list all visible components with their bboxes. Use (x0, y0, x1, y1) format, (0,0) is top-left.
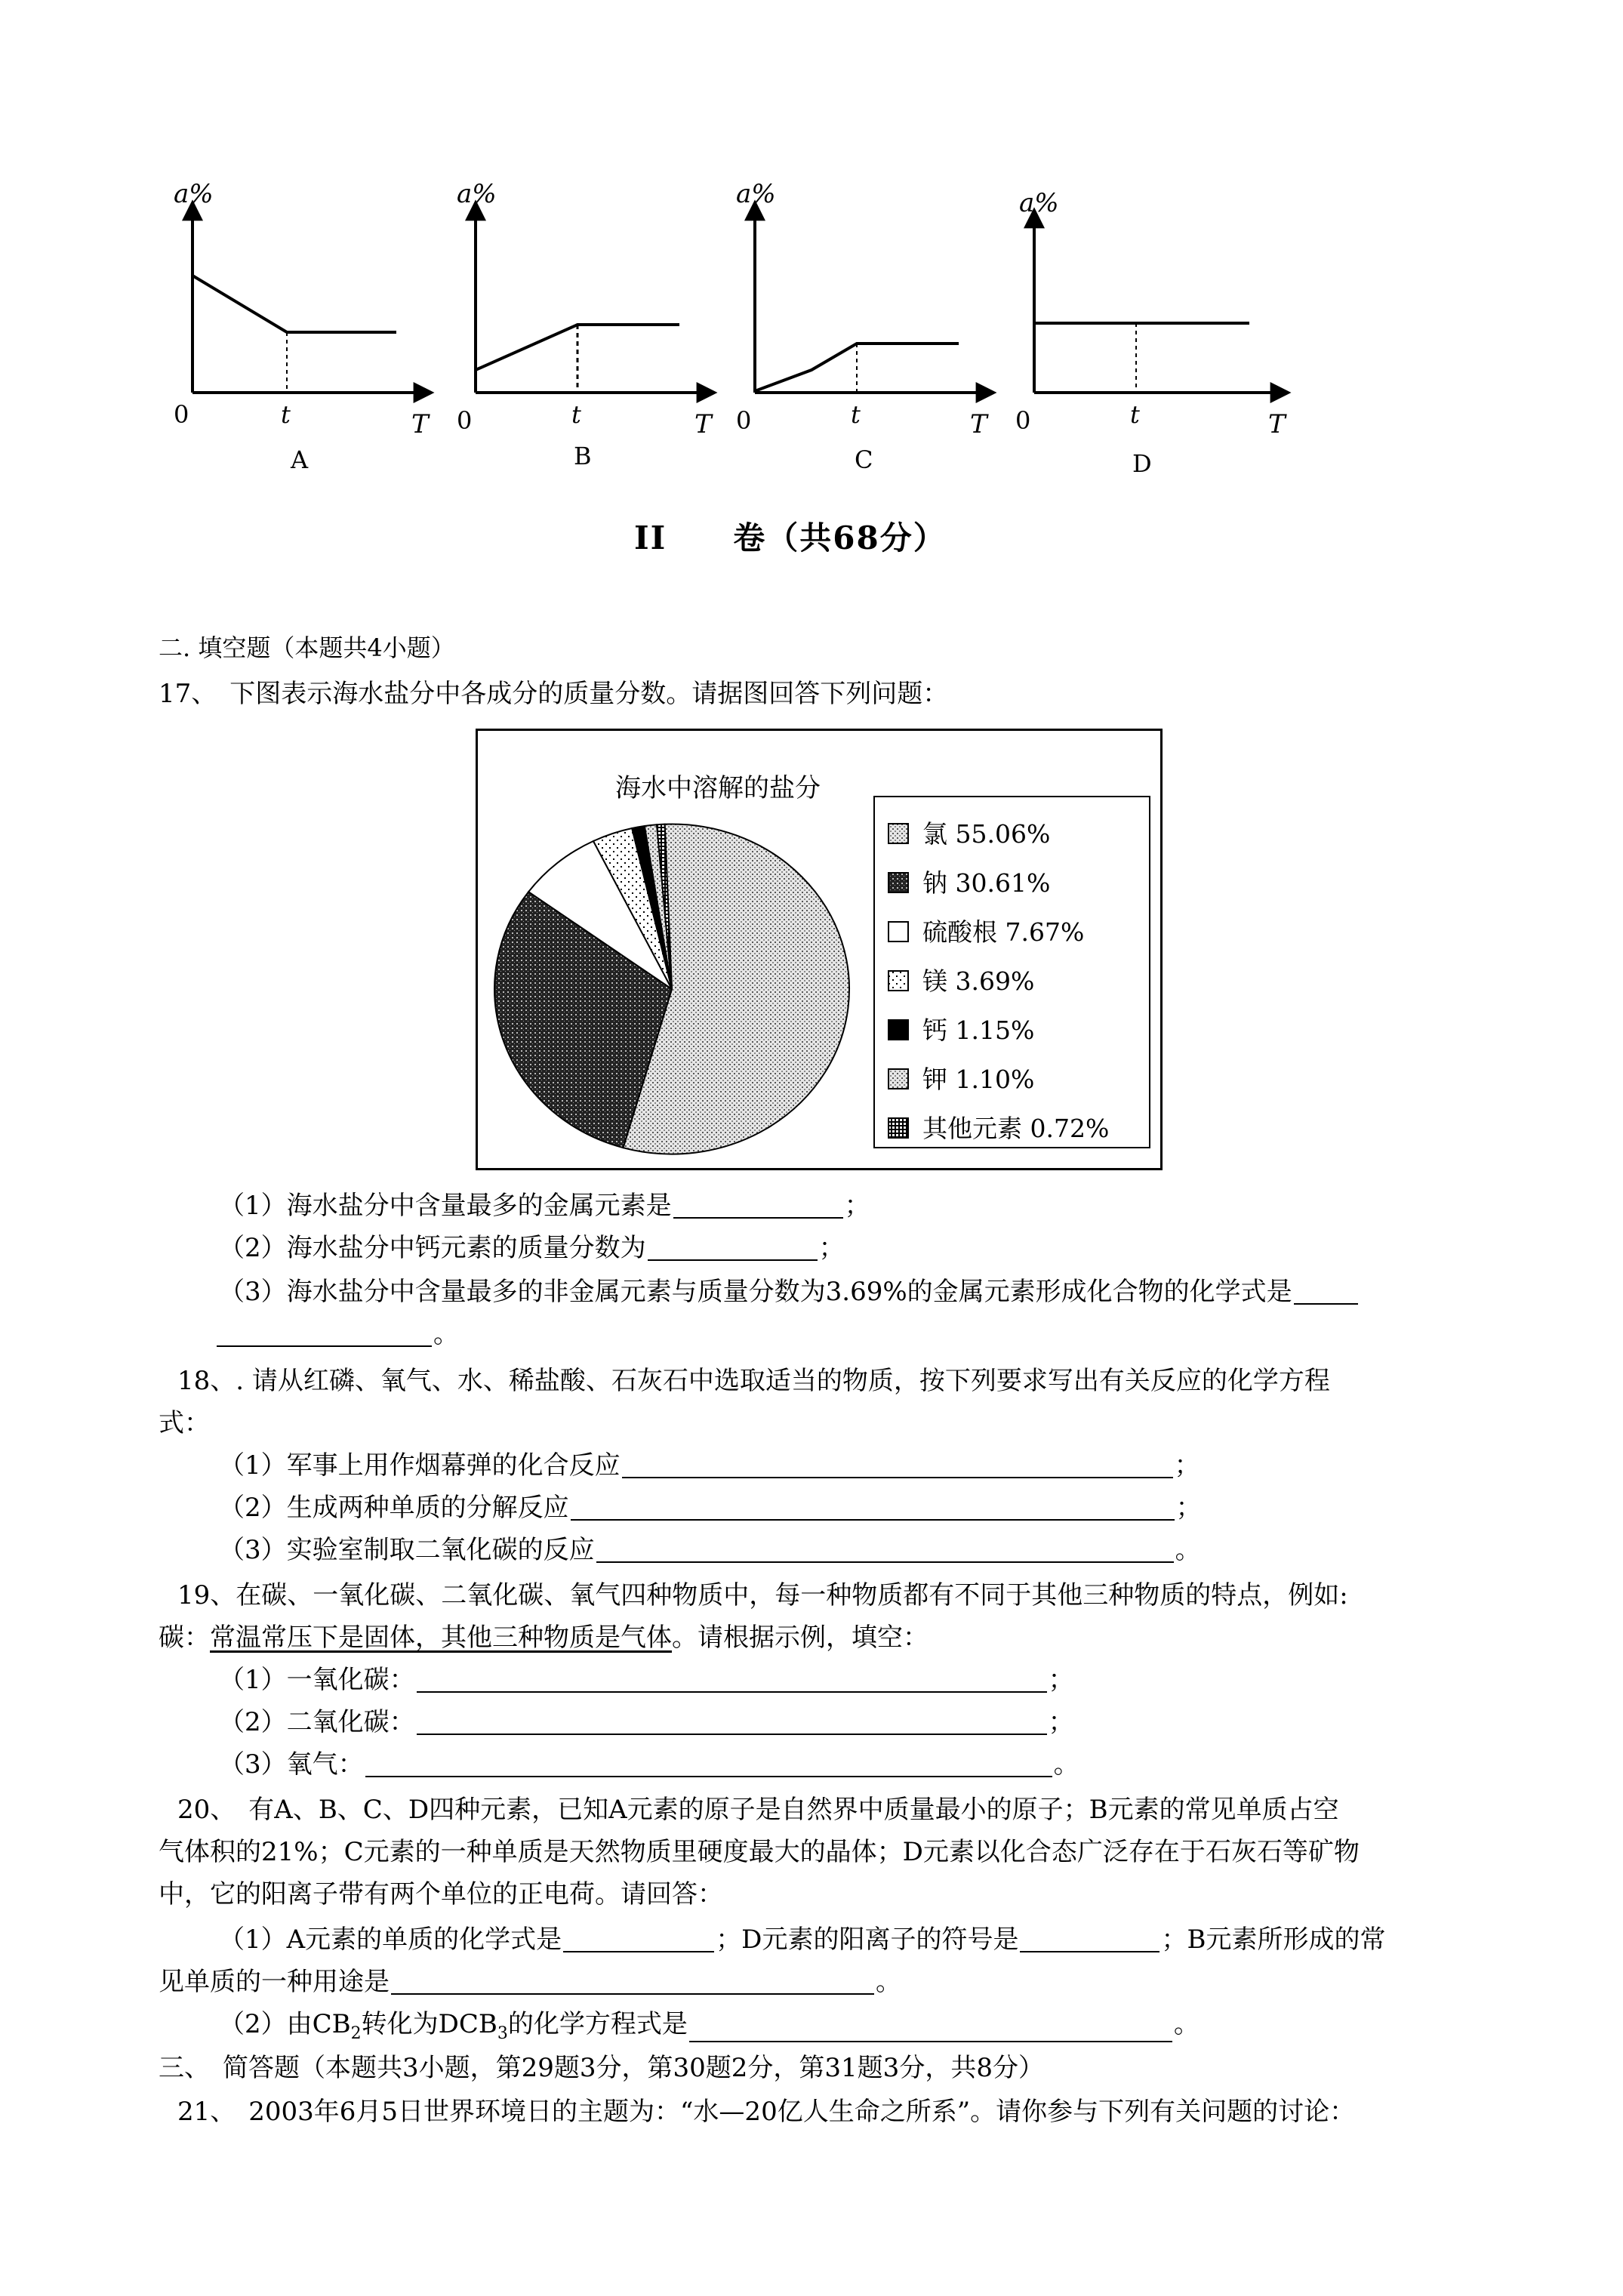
legend-swatch-7 (888, 1118, 908, 1138)
q19-example-underlined: 常温常压下是固体，其他三种物质是气体 (210, 1623, 672, 1653)
legend-label-7: 其他元素 0.72% (922, 1114, 1110, 1143)
legend-swatch-4 (888, 971, 908, 991)
graph-c-letter: C (855, 445, 873, 474)
q17-3-blank-a[interactable] (1294, 1281, 1358, 1305)
q20-2-prefix: （2）由CB (219, 2009, 351, 2039)
q18-2-end: ； (1175, 1493, 1202, 1523)
q19-1-end: ； (1048, 1665, 1074, 1695)
q18-3-text: （3）实验室制取二氧化碳的反应 (219, 1535, 595, 1565)
salt-pie-chart (476, 729, 1163, 1170)
q19-3 (219, 1749, 1079, 1780)
q17-2-blank[interactable] (648, 1237, 818, 1261)
graph-d-origin: 0 (1015, 406, 1031, 435)
graph-d-letter: D (1132, 449, 1152, 478)
q19-1 (219, 1667, 1074, 1693)
q20-1-blank-c[interactable] (391, 1971, 874, 1995)
graph-c-xlabel: T (970, 409, 987, 439)
graph-d-t: t (1130, 400, 1140, 429)
graph-c-origin: 0 (736, 406, 752, 435)
legend-swatch-3 (888, 922, 908, 942)
q17-stem: 17、 下图表示海水盐分中各成分的质量分数。请据图回答下列问题： (159, 679, 949, 709)
q18-3-end: 。 (1175, 1535, 1201, 1565)
legend-swatch-2 (888, 873, 908, 892)
q19-example-suffix: 。请根据示例，填空： (672, 1623, 929, 1653)
graph-b-origin: 0 (457, 406, 473, 435)
q20-1-text-b: ；D元素的阳离子的符号是 (716, 1925, 1019, 1955)
q17-3 (219, 1279, 1360, 1305)
legend-label-5: 钙 1.15% (922, 1015, 1035, 1045)
q19-2 (219, 1709, 1074, 1735)
q18-stem-2: 式： (159, 1408, 210, 1438)
graph-a-origin: 0 (174, 400, 189, 429)
graph-b-letter: B (574, 442, 592, 470)
q19-3-text: （3）氧气： (219, 1749, 364, 1780)
q17-3-blank-b[interactable] (217, 1323, 432, 1347)
q19-1-text: （1）一氧化碳： (219, 1665, 415, 1695)
q19-2-blank[interactable] (417, 1711, 1047, 1735)
q21-text: 21、 2003年6月5日世界环境日的主题为：“水—20亿人生命之所系”。请你参与下列有关问题的讨论： (177, 2097, 1356, 2127)
q17-1-blank[interactable] (673, 1194, 843, 1219)
graph-a (174, 179, 430, 474)
q20-2-sub2: 3 (497, 2023, 508, 2043)
q18-stem-1: 18、. 请从红磷、氧气、水、稀盐酸、石灰石中选取适当的物质，按下列要求写出有关反应的化学方程 (177, 1366, 1330, 1396)
legend-label-2: 钠 30.61% (922, 868, 1051, 898)
legend-label-1: 氯 55.06% (922, 819, 1051, 849)
q18-3 (219, 1537, 1201, 1563)
q20-2-mid: 转化为DCB (361, 2009, 497, 2039)
part-title: II 卷（共68分） (634, 519, 947, 556)
q20-1-line2-end: 。 (876, 1967, 901, 1997)
q19-3-end: 。 (1053, 1749, 1079, 1780)
q20-1-blank-b[interactable] (1020, 1928, 1160, 1952)
q17-3-end: 。 (433, 1319, 459, 1349)
q18-1-text: （1）军事上用作烟幕弹的化合反应 (219, 1450, 621, 1481)
q17-2-text: （2）海水盐分中钙元素的质量分数为 (219, 1233, 646, 1263)
q20-line1: 20、 有A、B、C、D四种元素，已知A元素的原子是自然界中质量最小的原子；B元素的常见单质占空 (177, 1795, 1339, 1825)
q17-1-end: ； (844, 1191, 870, 1221)
pie-slices (494, 824, 849, 1154)
graph-c (736, 179, 993, 474)
q20-1-text-c: ；B元素所形成的常 (1161, 1925, 1386, 1955)
section2-heading: 二. 填空题（本题共4小题） (159, 633, 455, 662)
legend-swatch-5 (888, 1020, 908, 1040)
q20-line2: 气体积的21%；C元素的一种单质是天然物质里硬度最大的晶体；D元素以化合态广泛存在于石灰石等矿物 (159, 1837, 1360, 1867)
q18-1-end: ； (1174, 1450, 1200, 1481)
q17-1-text: （1）海水盐分中含量最多的金属元素是 (219, 1191, 672, 1221)
q17-1 (219, 1193, 870, 1219)
q20-2-blank[interactable] (689, 2018, 1172, 2042)
graph-b-t: t (571, 400, 581, 429)
q17-2-end: ； (818, 1233, 845, 1263)
q20-2-suffix: 的化学方程式是 (507, 2009, 688, 2039)
legend-swatch-1 (888, 824, 908, 843)
q20-1-cont (159, 1969, 901, 1995)
legend-label-6: 钾 1.10% (922, 1065, 1035, 1094)
q20-2-sub1: 2 (350, 2023, 362, 2043)
q19-2-end: ； (1048, 1707, 1074, 1737)
graph-b (457, 179, 713, 470)
graph-d-xlabel: T (1268, 409, 1286, 439)
q20-1 (219, 1925, 1386, 1955)
graph-a-xlabel: T (411, 409, 429, 439)
q19-2-text: （2）二氧化碳： (219, 1707, 415, 1737)
graph-a-t: t (281, 400, 291, 429)
q20-line3: 中，它的阳离子带有两个单位的正电荷。请回答： (159, 1879, 723, 1909)
graph-d-ylabel: a% (1019, 188, 1059, 218)
graphs-figure (151, 174, 1298, 491)
q18-3-blank[interactable] (596, 1539, 1174, 1563)
q20-2 (219, 2011, 1200, 2042)
q18-1 (219, 1450, 1200, 1481)
q18-1-blank[interactable] (622, 1454, 1173, 1478)
q20-1-text-a: （1）A元素的单质的化学式是 (219, 1925, 562, 1955)
q19-example-prefix: 碳： (159, 1623, 210, 1653)
graph-b-xlabel: T (694, 409, 712, 439)
q19-stem-1: 19、在碳、一氧化碳、二氧化碳、氧气四种物质中，每一种物质都有不同于其他三种物质的特点，例如: (177, 1580, 1348, 1610)
graph-d (1015, 188, 1287, 478)
q20-1-blank-a[interactable] (563, 1928, 714, 1952)
q19-1-blank[interactable] (417, 1669, 1047, 1693)
q20-2-end: 。 (1173, 2009, 1200, 2039)
section3-heading: 三、 简答题（本题共3小题，第29题3分，第30题2分，第31题3分，共8分） (159, 2053, 1044, 2083)
graph-a-letter: A (291, 445, 309, 474)
q18-2 (219, 1495, 1202, 1521)
graph-c-t: t (851, 400, 861, 429)
graph-b-ylabel: a% (457, 179, 497, 209)
q18-2-text: （2）生成两种单质的分解反应 (219, 1493, 569, 1523)
legend-swatch-6 (888, 1069, 908, 1089)
legend-label-3: 硫酸根 7.67% (922, 917, 1085, 947)
q18-2-blank[interactable] (571, 1496, 1175, 1521)
q20-1-line2-text: 见单质的一种用途是 (159, 1967, 390, 1997)
q19-example (159, 1623, 929, 1653)
legend-label-4: 镁 3.69% (922, 966, 1035, 996)
graph-c-ylabel: a% (736, 179, 776, 209)
q19-3-blank[interactable] (365, 1753, 1052, 1777)
graph-a-ylabel: a% (174, 179, 214, 209)
chart-title: 海水中溶解的盐分 (615, 773, 821, 803)
q17-2 (219, 1235, 845, 1261)
q17-3-cont (215, 1321, 459, 1347)
q17-3-text: （3）海水盐分中含量最多的非金属元素与质量分数为3.69%的金属元素形成化合物的化学式是 (219, 1277, 1292, 1307)
